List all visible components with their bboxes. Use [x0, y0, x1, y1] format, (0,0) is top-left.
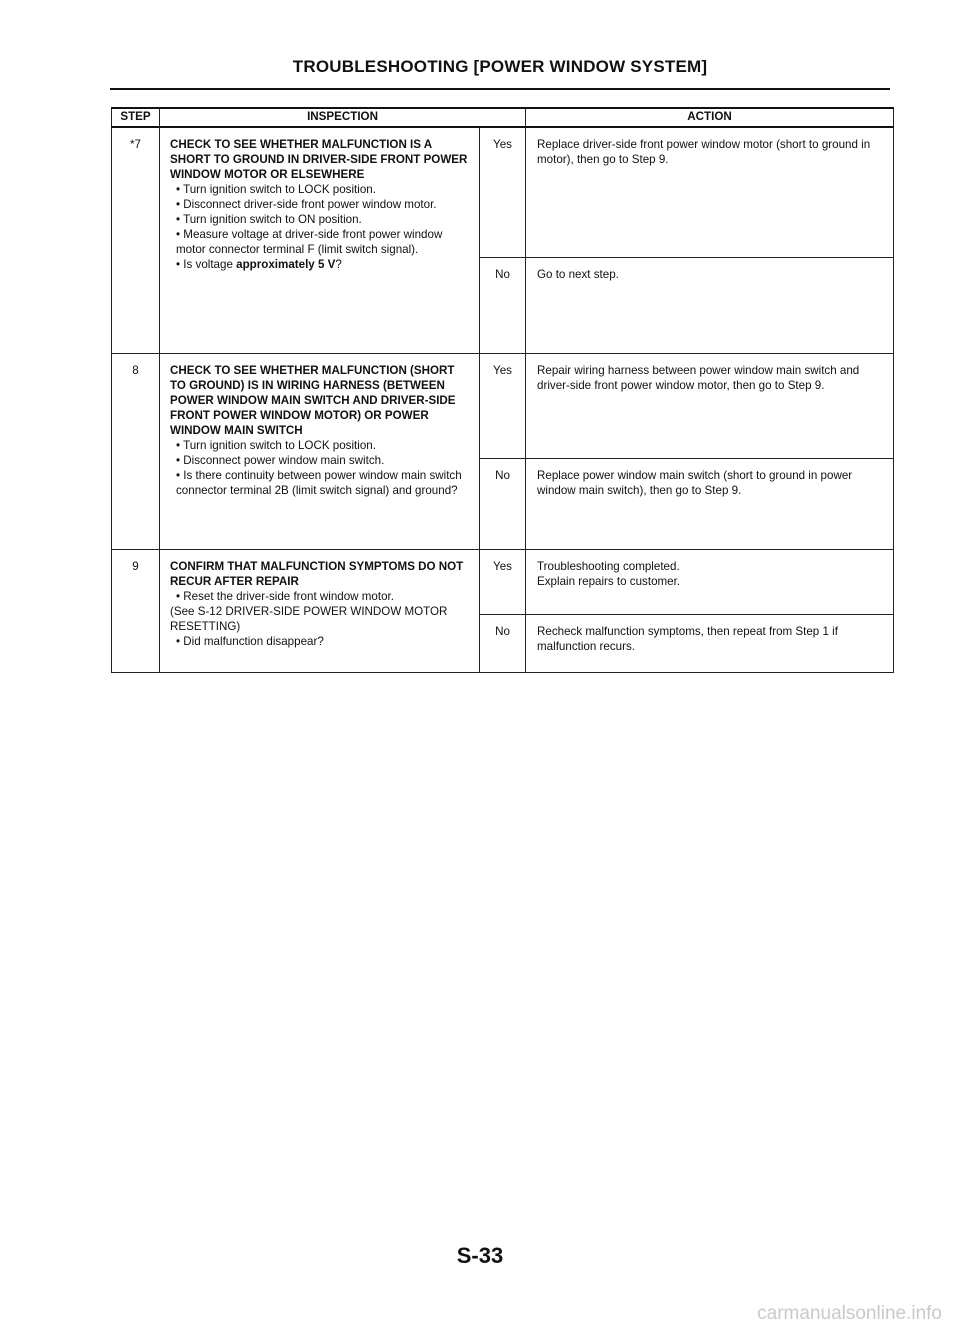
- step-group-9: [112, 549, 894, 672]
- step-group-8: [112, 353, 894, 549]
- header-action: ACTION: [526, 108, 894, 127]
- yes-label: Yes: [480, 127, 526, 257]
- watermark: carmanualsonline.info: [757, 1303, 942, 1324]
- inspection-bullet: [176, 257, 473, 272]
- inspection-bullets: [170, 589, 473, 649]
- no-action: Recheck malfunction symptoms, then repeat from Step 1 if malfunction recurs.: [526, 614, 894, 672]
- header-step: STEP: [112, 108, 160, 127]
- yes-action: Replace driver-side front power window motor (short to ground in motor), then go to Step 9.: [526, 127, 894, 257]
- inspection-heading: CHECK TO SEE WHETHER MALFUNCTION (SHORT TO GROUND) IS IN WIRING HARNESS (BETWEEN POWER WINDOW MAIN SWITCH AND DRIVER-SIDE FRONT POWER WINDOW MOTOR) OR POWER WINDOW MAIN SWITCH: [170, 363, 456, 437]
- bullet-text: • Is voltage: [176, 258, 237, 271]
- inspection-bullet: • Reset the driver-side front window motor.: [176, 589, 394, 603]
- bullet-bold-text: approximately 5 V: [236, 258, 336, 271]
- inspection-bullet: • Turn ignition switch to LOCK position.: [176, 183, 376, 196]
- step-number: *7: [112, 127, 160, 353]
- yes-label: Yes: [480, 353, 526, 458]
- inspection-bullets: [170, 182, 473, 272]
- inspection-bullet: • Disconnect driver-side front power window motor.: [176, 198, 437, 211]
- yes-action-line: Explain repairs to customer.: [537, 574, 681, 588]
- inspection-bullet: • Measure voltage at driver-side front power window motor connector terminal F (limit switch signal).: [176, 228, 443, 256]
- inspection-bullet: • Did malfunction disappear?: [176, 634, 324, 648]
- inspection-heading: CHECK TO SEE WHETHER MALFUNCTION IS A SHORT TO GROUND IN DRIVER-SIDE FRONT POWER WINDOW MOTOR OR ELSEWHERE: [170, 138, 468, 181]
- inspection-cell: [160, 127, 480, 353]
- yes-action: [526, 549, 894, 614]
- inspection-cell: [160, 549, 480, 672]
- yes-action: Repair wiring harness between power window main switch and driver-side front power window motor, then go to Step 9.: [526, 353, 894, 458]
- step-number: 9: [112, 549, 160, 672]
- inspection-bullet: • Turn ignition switch to LOCK position.: [176, 438, 376, 452]
- inspection-bullet: • Disconnect power window main switch.: [176, 453, 385, 467]
- step-number: 8: [112, 353, 160, 549]
- inspection-heading: CONFIRM THAT MALFUNCTION SYMPTOMS DO NOT RECUR AFTER REPAIR: [170, 559, 464, 588]
- yes-label: Yes: [480, 549, 526, 614]
- header-inspection: INSPECTION: [160, 108, 526, 127]
- troubleshooting-table: [111, 107, 894, 673]
- no-label: No: [480, 614, 526, 672]
- step-group-7: [112, 127, 894, 353]
- inspection-cell: [160, 353, 480, 549]
- no-label: No: [480, 458, 526, 549]
- yes-action-line: Troubleshooting completed.: [537, 559, 680, 573]
- bullet-text: ?: [335, 258, 342, 271]
- inspection-bullet: • Turn ignition switch to ON position.: [176, 213, 362, 226]
- no-label: No: [480, 257, 526, 353]
- inspection-bullets: [170, 438, 473, 498]
- page-title: TROUBLESHOOTING [POWER WINDOW SYSTEM]: [292, 57, 708, 76]
- inspection-note: (See S-12 DRIVER-SIDE POWER WINDOW MOTOR RESETTING): [170, 604, 448, 633]
- page-number: S-33: [456, 1243, 504, 1268]
- no-action: Replace power window main switch (short to ground in power window main switch), then go to Step 9.: [526, 458, 894, 549]
- title-rule: [110, 88, 890, 90]
- no-action: Go to next step.: [526, 257, 894, 353]
- inspection-bullet: • Is there continuity between power window main switch connector terminal 2B (limit switch signal) and ground?: [176, 468, 462, 497]
- table-row: [112, 353, 894, 458]
- table-row: [112, 549, 894, 614]
- table-row: [112, 127, 894, 257]
- table-header-row: [112, 108, 894, 127]
